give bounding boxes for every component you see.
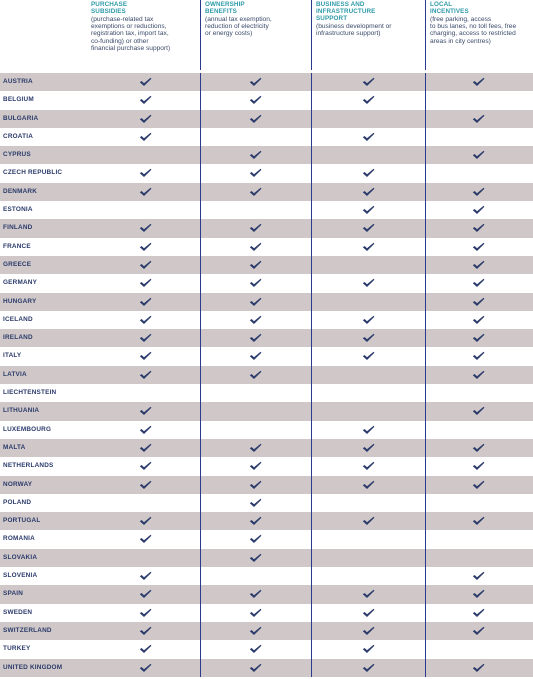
checkmark-icon [249, 516, 262, 526]
column-divider [425, 567, 426, 585]
checkmark-icon [139, 608, 152, 618]
column-divider [311, 274, 312, 292]
checkmark-icon [362, 278, 375, 288]
checkmark-icon [362, 351, 375, 361]
checkmark-icon [472, 333, 485, 343]
column-divider [425, 293, 426, 311]
table-row [0, 311, 533, 329]
checkmark-icon [249, 187, 262, 197]
table-row [0, 146, 533, 164]
column-divider [200, 73, 201, 91]
column-divider [311, 347, 312, 365]
column-title: OWNERSHIP BENEFITS [205, 1, 245, 15]
column-divider [311, 530, 312, 548]
checkmark-icon [362, 425, 375, 435]
column-divider [311, 604, 312, 622]
checkmark-icon [362, 461, 375, 471]
table-row [0, 219, 533, 237]
country-name: SLOVAKIA [3, 553, 38, 561]
checkmark-icon [472, 626, 485, 636]
column-divider [200, 146, 201, 164]
country-name: IRELAND [3, 334, 33, 342]
column-divider [200, 530, 201, 548]
checkmark-icon [139, 370, 152, 380]
checkmark-icon [362, 480, 375, 490]
checkmark-icon [472, 608, 485, 618]
checkmark-icon [249, 95, 262, 105]
column-title: PURCHASE SUBSIDIES [91, 1, 128, 15]
country-name: SLOVENIA [3, 572, 38, 580]
checkmark-icon [139, 516, 152, 526]
column-divider [200, 585, 201, 603]
column-divider [311, 585, 312, 603]
table-row [0, 530, 533, 548]
checkmark-icon [362, 315, 375, 325]
column-divider [425, 604, 426, 622]
country-name: DENMARK [3, 187, 38, 195]
header-purchase-subsidies [87, 0, 200, 70]
country-name: GREECE [3, 260, 32, 268]
table-row [0, 238, 533, 256]
column-divider [200, 238, 201, 256]
table-row [0, 604, 533, 622]
checkmark-icon [362, 516, 375, 526]
checkmark-icon [139, 242, 152, 252]
column-divider [425, 110, 426, 128]
checkmark-icon [472, 370, 485, 380]
checkmark-icon [249, 150, 262, 160]
country-name: LUXEMBOURG [3, 425, 52, 433]
country-name: UNITED KINGDOM [3, 663, 63, 671]
checkmark-icon [139, 187, 152, 197]
country-name: NETHERLANDS [3, 462, 54, 470]
column-divider [200, 604, 201, 622]
column-divider [425, 659, 426, 677]
column-divider [425, 256, 426, 274]
country-name: SWITZERLAND [3, 626, 52, 634]
table-row [0, 549, 533, 567]
column-divider [425, 183, 426, 201]
table-row [0, 439, 533, 457]
column-divider [425, 201, 426, 219]
column-divider [425, 128, 426, 146]
checkmark-icon [472, 516, 485, 526]
column-divider [311, 73, 312, 91]
checkmark-icon [472, 150, 485, 160]
table-row [0, 421, 533, 439]
column-divider [311, 256, 312, 274]
table-header [0, 0, 533, 70]
column-divider [200, 439, 201, 457]
checkmark-icon [362, 608, 375, 618]
column-divider [200, 293, 201, 311]
column-divider [200, 402, 201, 420]
checkmark-icon [139, 443, 152, 453]
column-divider [200, 659, 201, 677]
column-divider [311, 201, 312, 219]
table-row [0, 659, 533, 677]
checkmark-icon [362, 589, 375, 599]
column-divider [425, 457, 426, 475]
checkmark-icon [139, 260, 152, 270]
checkmark-icon [139, 95, 152, 105]
column-divider [425, 347, 426, 365]
checkmark-icon [472, 297, 485, 307]
column-divider [311, 567, 312, 585]
checkmark-icon [139, 278, 152, 288]
checkmark-icon [139, 480, 152, 490]
column-description: (purchase-related tax exemptions or reductions, registration tax, import tax, co-funding) or other financial purchase support) [91, 16, 171, 52]
column-divider [311, 329, 312, 347]
country-name: ITALY [3, 352, 22, 360]
table-row [0, 110, 533, 128]
checkmark-icon [472, 315, 485, 325]
country-name: BULGARIA [3, 114, 39, 122]
column-divider [311, 384, 312, 402]
checkmark-icon [249, 168, 262, 178]
column-divider [425, 384, 426, 402]
checkmark-icon [249, 297, 262, 307]
table-row [0, 384, 533, 402]
column-divider [425, 494, 426, 512]
table-row [0, 567, 533, 585]
checkmark-icon [139, 77, 152, 87]
column-divider [311, 293, 312, 311]
checkmark-icon [249, 443, 262, 453]
checkmark-icon [472, 278, 485, 288]
country-name: SWEDEN [3, 608, 33, 616]
column-divider [425, 640, 426, 658]
column-divider [425, 146, 426, 164]
table-row [0, 366, 533, 384]
table-row [0, 293, 533, 311]
checkmark-icon [362, 168, 375, 178]
column-divider [200, 347, 201, 365]
checkmark-icon [249, 333, 262, 343]
table-row [0, 274, 533, 292]
column-divider [200, 91, 201, 109]
checkmark-icon [249, 278, 262, 288]
column-divider [200, 183, 201, 201]
checkmark-icon [249, 480, 262, 490]
country-name: MALTA [3, 443, 26, 451]
column-description: (business development or infrastructure support) [316, 23, 392, 38]
checkmark-icon [472, 242, 485, 252]
table-row [0, 256, 533, 274]
column-divider [311, 457, 312, 475]
column-divider [311, 421, 312, 439]
checkmark-icon [362, 95, 375, 105]
country-name: FRANCE [3, 242, 31, 250]
country-name: CYPRUS [3, 151, 31, 159]
checkmark-icon [472, 187, 485, 197]
checkmark-icon [139, 663, 152, 673]
table-row [0, 164, 533, 182]
checkmark-icon [472, 461, 485, 471]
column-description: (free parking, access to bus lanes, no toll fees, free charging, access to restricted areas in city centres) [430, 16, 517, 45]
checkmark-icon [249, 498, 262, 508]
column-divider [200, 640, 201, 658]
country-name: ROMANIA [3, 535, 35, 543]
checkmark-icon [139, 406, 152, 416]
column-divider [425, 585, 426, 603]
checkmark-icon [472, 443, 485, 453]
column-divider [425, 402, 426, 420]
checkmark-icon [472, 205, 485, 215]
header-local-incentives [425, 0, 533, 70]
column-divider [311, 219, 312, 237]
checkmark-icon [139, 132, 152, 142]
column-divider [200, 421, 201, 439]
column-divider [311, 439, 312, 457]
column-divider [311, 622, 312, 640]
table-row [0, 512, 533, 530]
country-name: LIECHTENSTEIN [3, 389, 57, 397]
column-divider [311, 238, 312, 256]
column-divider [200, 164, 201, 182]
checkmark-icon [472, 77, 485, 87]
column-divider [200, 366, 201, 384]
column-divider [200, 329, 201, 347]
checkmark-icon [472, 114, 485, 124]
checkmark-icon [249, 534, 262, 544]
checkmark-icon [139, 425, 152, 435]
table-row [0, 201, 533, 219]
column-title: LOCAL INCENTIVES [430, 1, 469, 15]
checkmark-icon [139, 223, 152, 233]
checkmark-icon [139, 644, 152, 654]
column-divider [425, 512, 426, 530]
checkmark-icon [362, 626, 375, 636]
table-row [0, 585, 533, 603]
column-divider [200, 567, 201, 585]
checkmark-icon [249, 626, 262, 636]
column-divider [200, 311, 201, 329]
column-divider [425, 238, 426, 256]
header-business-infrastructure-support [311, 0, 425, 70]
checkmark-icon [362, 223, 375, 233]
column-divider [200, 457, 201, 475]
country-name: LITHUANIA [3, 407, 40, 415]
table-row [0, 347, 533, 365]
checkmark-icon [249, 553, 262, 563]
checkmark-icon [249, 315, 262, 325]
column-divider [200, 201, 201, 219]
column-divider [425, 164, 426, 182]
header-ownership-benefits [200, 0, 311, 70]
column-divider [200, 128, 201, 146]
checkmark-icon [362, 644, 375, 654]
country-name: SPAIN [3, 590, 24, 598]
column-divider [200, 494, 201, 512]
checkmark-icon [139, 114, 152, 124]
checkmark-icon [472, 589, 485, 599]
column-divider [425, 622, 426, 640]
column-divider [311, 366, 312, 384]
table-row [0, 402, 533, 420]
table-row [0, 494, 533, 512]
table-row [0, 457, 533, 475]
column-divider [200, 256, 201, 274]
checkmark-icon [249, 461, 262, 471]
column-divider [311, 146, 312, 164]
country-name: LATVIA [3, 370, 27, 378]
checkmark-icon [472, 406, 485, 416]
checkmark-icon [139, 461, 152, 471]
checkmark-icon [472, 571, 485, 581]
column-divider [425, 530, 426, 548]
column-divider [425, 329, 426, 347]
table-row [0, 183, 533, 201]
table-row [0, 640, 533, 658]
table-row [0, 128, 533, 146]
table-row [0, 329, 533, 347]
country-name: PORTUGAL [3, 517, 41, 525]
column-divider [311, 128, 312, 146]
country-name: ESTONIA [3, 206, 33, 214]
checkmark-icon [362, 205, 375, 215]
column-divider [200, 274, 201, 292]
column-divider [200, 476, 201, 494]
checkmark-icon [139, 626, 152, 636]
checkmark-icon [249, 608, 262, 618]
column-divider [311, 110, 312, 128]
column-divider [425, 476, 426, 494]
checkmark-icon [249, 589, 262, 599]
checkmark-icon [249, 351, 262, 361]
column-divider [311, 476, 312, 494]
column-description: (annual tax exemption, reduction of electricity or energy costs) [205, 16, 272, 38]
checkmark-icon [139, 315, 152, 325]
checkmark-icon [249, 260, 262, 270]
column-divider [311, 402, 312, 420]
country-name: NORWAY [3, 480, 33, 488]
country-name: HUNGARY [3, 297, 37, 305]
checkmark-icon [362, 132, 375, 142]
checkmark-icon [472, 223, 485, 233]
column-divider [425, 219, 426, 237]
checkmark-icon [472, 351, 485, 361]
column-divider [311, 659, 312, 677]
checkmark-icon [362, 663, 375, 673]
table-row [0, 622, 533, 640]
checkmark-icon [249, 77, 262, 87]
checkmark-icon [362, 77, 375, 87]
checkmark-icon [249, 114, 262, 124]
checkmark-icon [249, 663, 262, 673]
checkmark-icon [139, 534, 152, 544]
checkmark-icon [139, 589, 152, 599]
checkmark-icon [139, 168, 152, 178]
table-row [0, 91, 533, 109]
column-divider [425, 421, 426, 439]
column-divider [425, 549, 426, 567]
column-divider [311, 512, 312, 530]
checkmark-icon [362, 242, 375, 252]
checkmark-icon [249, 223, 262, 233]
checkmark-icon [362, 443, 375, 453]
column-title: BUSINESS AND INFRASTRUCTURE SUPPORT [316, 1, 376, 22]
country-name: ICELAND [3, 315, 33, 323]
column-divider [311, 164, 312, 182]
country-name: TURKEY [3, 645, 31, 653]
checkmark-icon [139, 333, 152, 343]
checkmark-icon [139, 351, 152, 361]
checkmark-icon [362, 187, 375, 197]
country-name: POLAND [3, 498, 32, 506]
column-divider [311, 311, 312, 329]
country-name: CZECH REPUBLIC [3, 169, 63, 177]
column-divider [425, 274, 426, 292]
column-divider [425, 439, 426, 457]
country-name: CROATIA [3, 132, 34, 140]
checkmark-icon [362, 333, 375, 343]
column-divider [200, 110, 201, 128]
table-body [0, 73, 533, 677]
country-name: GERMANY [3, 279, 38, 287]
checkmark-icon [472, 663, 485, 673]
checkmark-icon [249, 242, 262, 252]
country-name: AUSTRIA [3, 78, 33, 85]
checkmark-icon [249, 370, 262, 380]
column-divider [425, 91, 426, 109]
table-row [0, 476, 533, 494]
checkmark-icon [472, 480, 485, 490]
column-divider [200, 549, 201, 567]
column-divider [311, 640, 312, 658]
checkmark-icon [139, 297, 152, 307]
column-divider [425, 311, 426, 329]
country-name: BELGIUM [3, 96, 34, 104]
checkmark-icon [139, 571, 152, 581]
column-divider [425, 366, 426, 384]
column-divider [425, 73, 426, 91]
checkmark-icon [249, 644, 262, 654]
column-divider [311, 549, 312, 567]
column-divider [311, 183, 312, 201]
column-divider [311, 494, 312, 512]
checkmark-icon [472, 260, 485, 270]
column-divider [311, 91, 312, 109]
column-divider [200, 622, 201, 640]
country-name: FINLAND [3, 224, 33, 232]
column-divider [200, 219, 201, 237]
column-divider [200, 512, 201, 530]
column-divider [200, 384, 201, 402]
table-row [0, 73, 533, 91]
